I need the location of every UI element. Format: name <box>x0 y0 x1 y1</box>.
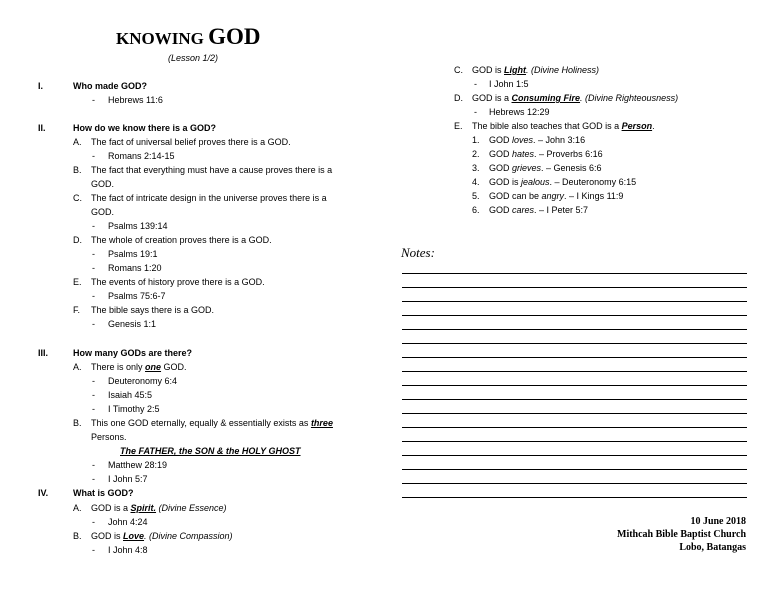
note-line <box>402 315 747 316</box>
note-line <box>402 441 747 442</box>
bible-ref: Romans 1:20 <box>108 263 162 273</box>
dash: - <box>92 390 95 400</box>
bible-ref: Psalms 19:1 <box>108 249 158 259</box>
section-3-heading: How many GODs are there? <box>73 348 193 358</box>
text-part: hates <box>512 149 535 159</box>
bible-ref: Matthew 28:19 <box>108 460 168 470</box>
dash: - <box>92 151 95 161</box>
bible-ref: Isaiah 45:5 <box>108 390 153 400</box>
item-text: GOD. <box>91 207 115 217</box>
item-text <box>91 503 227 514</box>
section-4-heading: What is GOD? <box>73 488 134 498</box>
item-text <box>472 65 599 76</box>
note-line <box>402 469 747 470</box>
trinity-line: The FATHER, the SON & the HOLY GHOST <box>120 446 301 456</box>
note-line <box>402 329 747 330</box>
dash: - <box>92 517 95 527</box>
note-line <box>402 301 747 302</box>
item-letter: B. <box>73 531 82 541</box>
item-letter: C. <box>454 65 463 75</box>
item-letter: A. <box>73 362 82 372</box>
text-part: The bible also teaches that GOD is a <box>472 121 622 131</box>
text-part: . – I Peter 5:7 <box>534 205 589 215</box>
note-line <box>402 273 747 274</box>
note-line <box>402 455 747 456</box>
text-part: angry <box>541 191 565 201</box>
item-number: 4. <box>472 177 480 187</box>
item-number: 2. <box>472 149 480 159</box>
text-part: grieves <box>512 163 542 173</box>
item-number: 1. <box>472 135 480 145</box>
item-text <box>91 418 333 429</box>
note-line <box>402 413 747 414</box>
bible-ref: Genesis 1:1 <box>108 319 157 329</box>
item-text: Persons. <box>91 432 127 442</box>
emphasis-consuming-fire: Consuming Fire <box>511 93 581 103</box>
emphasis-one: one <box>145 362 162 372</box>
section-2-heading: How do we know there is a GOD? <box>73 123 217 133</box>
note-line <box>402 399 747 400</box>
section-2-numeral: II. <box>38 123 46 133</box>
text-part: . (Divine Holiness) <box>526 65 600 75</box>
bible-ref: Hebrews 11:6 <box>108 95 163 105</box>
item-text <box>472 121 655 132</box>
dash: - <box>92 249 95 259</box>
bible-ref: John 4:24 <box>108 517 148 527</box>
dash: - <box>92 545 95 555</box>
text-part: GOD <box>489 149 513 159</box>
note-line <box>402 427 747 428</box>
text-part: . – Proverbs 6:16 <box>534 149 603 159</box>
text-part: cares <box>512 205 535 215</box>
text-part: GOD <box>489 163 513 173</box>
emphasis-three: three <box>310 418 333 428</box>
item-text: The events of history prove there is a GOD. <box>91 277 265 287</box>
footer-church: Mithcah Bible Baptist Church <box>617 529 746 540</box>
text-part: GOD is a <box>472 93 512 103</box>
emphasis-love: Love <box>123 531 145 541</box>
bible-ref: I John 4:8 <box>108 545 148 555</box>
numbered-item <box>472 177 636 188</box>
item-text: The bible says there is a GOD. <box>91 305 215 315</box>
dash: - <box>474 107 477 117</box>
item-number: 3. <box>472 163 480 173</box>
emphasis-spirit: Spirit. <box>130 503 157 513</box>
item-letter: A. <box>73 137 82 147</box>
bible-ref: I John 1:5 <box>489 79 529 89</box>
page-title <box>116 24 260 50</box>
note-line <box>402 371 747 372</box>
bible-ref: Psalms 139:14 <box>108 221 168 231</box>
text-part: This one GOD eternally, equally & essentially exists as <box>91 418 311 428</box>
item-letter: E. <box>454 121 463 131</box>
numbered-item <box>472 149 603 160</box>
numbered-item <box>472 135 585 146</box>
section-4-numeral: IV. <box>38 488 49 498</box>
dash: - <box>92 95 95 105</box>
bible-ref: Psalms 75:6-7 <box>108 291 166 301</box>
text-part: GOD. <box>161 362 187 372</box>
bible-ref: Hebrews 12:29 <box>489 107 550 117</box>
item-letter: E. <box>73 277 82 287</box>
text-part: There is only <box>91 362 146 372</box>
item-letter: F. <box>73 305 81 315</box>
text-part: . – Deuteronomy 6:15 <box>549 177 637 187</box>
section-1-heading: Who made GOD? <box>73 81 147 91</box>
text-part: . – I Kings 11:9 <box>564 191 624 201</box>
item-text: The fact of intricate design in the universe proves there is a <box>91 193 327 203</box>
item-letter: D. <box>454 93 463 103</box>
text-part: jealous <box>521 177 550 187</box>
item-text: The whole of creation proves there is a GOD. <box>91 235 272 245</box>
note-line <box>402 483 747 484</box>
bible-ref: I Timothy 2:5 <box>108 404 160 414</box>
text-part: . – John 3:16 <box>533 135 586 145</box>
dash: - <box>92 404 95 414</box>
note-line <box>402 385 747 386</box>
text-part: . (Divine Compassion) <box>144 531 233 541</box>
item-text: The fact of universal belief proves there is a GOD. <box>91 137 291 147</box>
numbered-item <box>472 163 602 174</box>
text-part: GOD can be <box>489 191 542 201</box>
emphasis-light: Light <box>504 65 527 75</box>
dash: - <box>92 319 95 329</box>
item-text: GOD. <box>91 179 115 189</box>
text-part: . <box>652 121 655 131</box>
bible-ref: Deuteronomy 6:4 <box>108 376 178 386</box>
item-letter: A. <box>73 503 82 513</box>
title-knowing: KNOWING <box>116 29 209 48</box>
footer-date: 10 June 2018 <box>690 516 746 527</box>
item-letter: B. <box>73 418 82 428</box>
dash: - <box>92 474 95 484</box>
dash: - <box>92 376 95 386</box>
bible-ref: I John 5:7 <box>108 474 148 484</box>
text-part: GOD is <box>489 177 522 187</box>
footer-location: Lobo, Batangas <box>679 542 746 553</box>
text-part: GOD is <box>472 65 505 75</box>
numbered-item <box>472 205 588 216</box>
notes-label: Notes: <box>401 245 435 260</box>
note-line <box>402 343 747 344</box>
section-1-numeral: I. <box>38 81 44 91</box>
section-3-numeral: III. <box>38 348 49 358</box>
text-part: . (Divine Righteousness) <box>580 93 679 103</box>
dash: - <box>474 79 477 89</box>
dash: - <box>92 291 95 301</box>
note-line <box>402 497 747 498</box>
dash: - <box>92 263 95 273</box>
text-part: GOD <box>489 205 513 215</box>
numbered-item <box>472 191 623 202</box>
item-text: The fact that everything must have a cause proves there is a <box>91 165 333 175</box>
text-part: GOD is a <box>91 503 131 513</box>
item-letter: D. <box>73 235 82 245</box>
item-letter: B. <box>73 165 82 175</box>
item-text <box>91 531 233 542</box>
text-part: GOD <box>489 135 513 145</box>
dash: - <box>92 460 95 470</box>
item-text <box>472 93 678 104</box>
text-part: loves <box>512 135 534 145</box>
text-part: . – Genesis 6:6 <box>541 163 602 173</box>
note-line <box>402 357 747 358</box>
item-number: 6. <box>472 205 480 215</box>
title-god: GOD <box>208 24 261 49</box>
lesson-label: (Lesson 1/2) <box>168 53 219 63</box>
emphasis-person: Person <box>621 121 653 131</box>
note-line <box>402 287 747 288</box>
text-part: (Divine Essence) <box>156 503 227 513</box>
item-number: 5. <box>472 191 480 201</box>
bible-ref: Romans 2:14-15 <box>108 151 175 161</box>
item-text <box>91 362 187 373</box>
dash: - <box>92 221 95 231</box>
item-letter: C. <box>73 193 82 203</box>
text-part: GOD is <box>91 531 124 541</box>
